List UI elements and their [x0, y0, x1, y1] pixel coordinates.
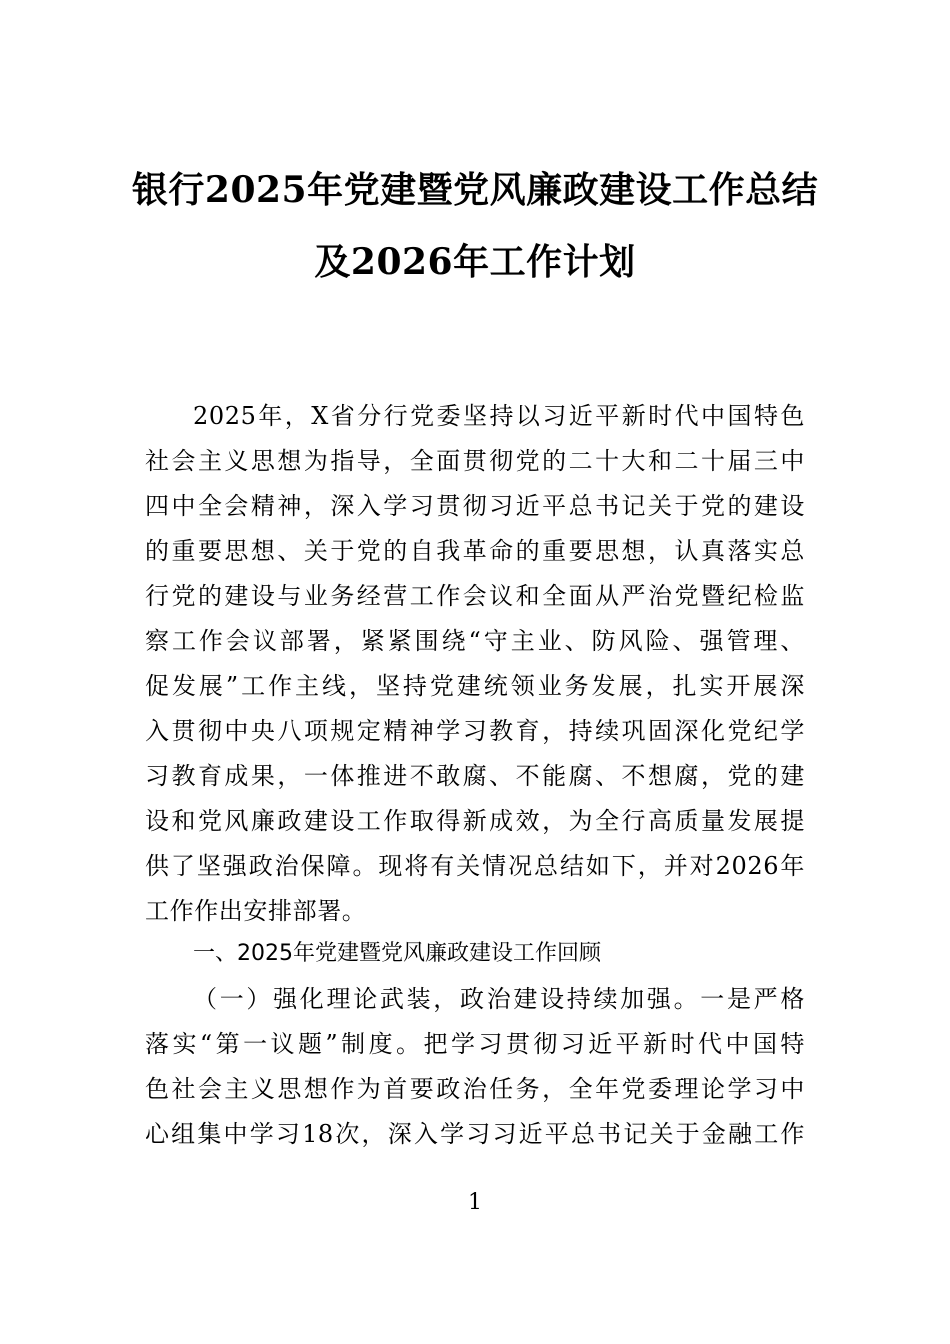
section-paragraph-line: 落实“第一议题”制度。把学习贯彻习近平新时代中国特 — [145, 1030, 805, 1058]
document-title-line-1: 银行2025年党建暨党风廉政建设工作总结 — [131, 169, 819, 211]
intro-paragraph-line: 行党的建设与业务经营工作会议和全面从严治党暨纪检监 — [145, 582, 805, 610]
intro-paragraph-line: 工作作出安排部署。 — [145, 897, 367, 925]
intro-paragraph-line: 供了坚强政治保障。现将有关情况总结如下，并对2026年 — [145, 852, 805, 880]
document-title-line-2: 及2026年工作计划 — [314, 241, 636, 283]
intro-paragraph-line: 习教育成果，一体推进不敢腐、不能腐、不想腐，党的建 — [145, 762, 805, 790]
intro-paragraph-line: 设和党风廉政建设工作取得新成效，为全行高质量发展提 — [145, 807, 805, 835]
intro-paragraph-line: 四中全会精神，深入学习贯彻习近平总书记关于党的建设 — [145, 492, 805, 520]
section-paragraph-line: 色社会主义思想作为首要政治任务，全年党委理论学习中 — [145, 1075, 805, 1103]
section-heading: 一、2025年党建暨党风廉政建设工作回顾 — [193, 941, 601, 966]
intro-paragraph-line: 社会主义思想为指导，全面贯彻党的二十大和二十届三中 — [145, 447, 805, 475]
intro-paragraph-line: 的重要思想、关于党的自我革命的重要思想，认真落实总 — [145, 537, 805, 565]
section-paragraph-line: （一）强化理论武装，政治建设持续加强。一是严格 — [193, 985, 805, 1013]
intro-paragraph-line: 2025年，X省分行党委坚持以习近平新时代中国特色 — [193, 402, 805, 430]
page-number: 1 — [468, 1190, 482, 1215]
intro-paragraph-line: 察工作会议部署，紧紧围绕“守主业、防风险、强管理、 — [145, 627, 805, 655]
intro-paragraph-line: 入贯彻中央八项规定精神学习教育，持续巩固深化党纪学 — [145, 717, 805, 745]
section-paragraph-line: 心组集中学习18次，深入学习习近平总书记关于金融工作 — [145, 1120, 805, 1148]
intro-paragraph-line: 促发展”工作主线，坚持党建统领业务发展，扎实开展深 — [145, 672, 805, 700]
